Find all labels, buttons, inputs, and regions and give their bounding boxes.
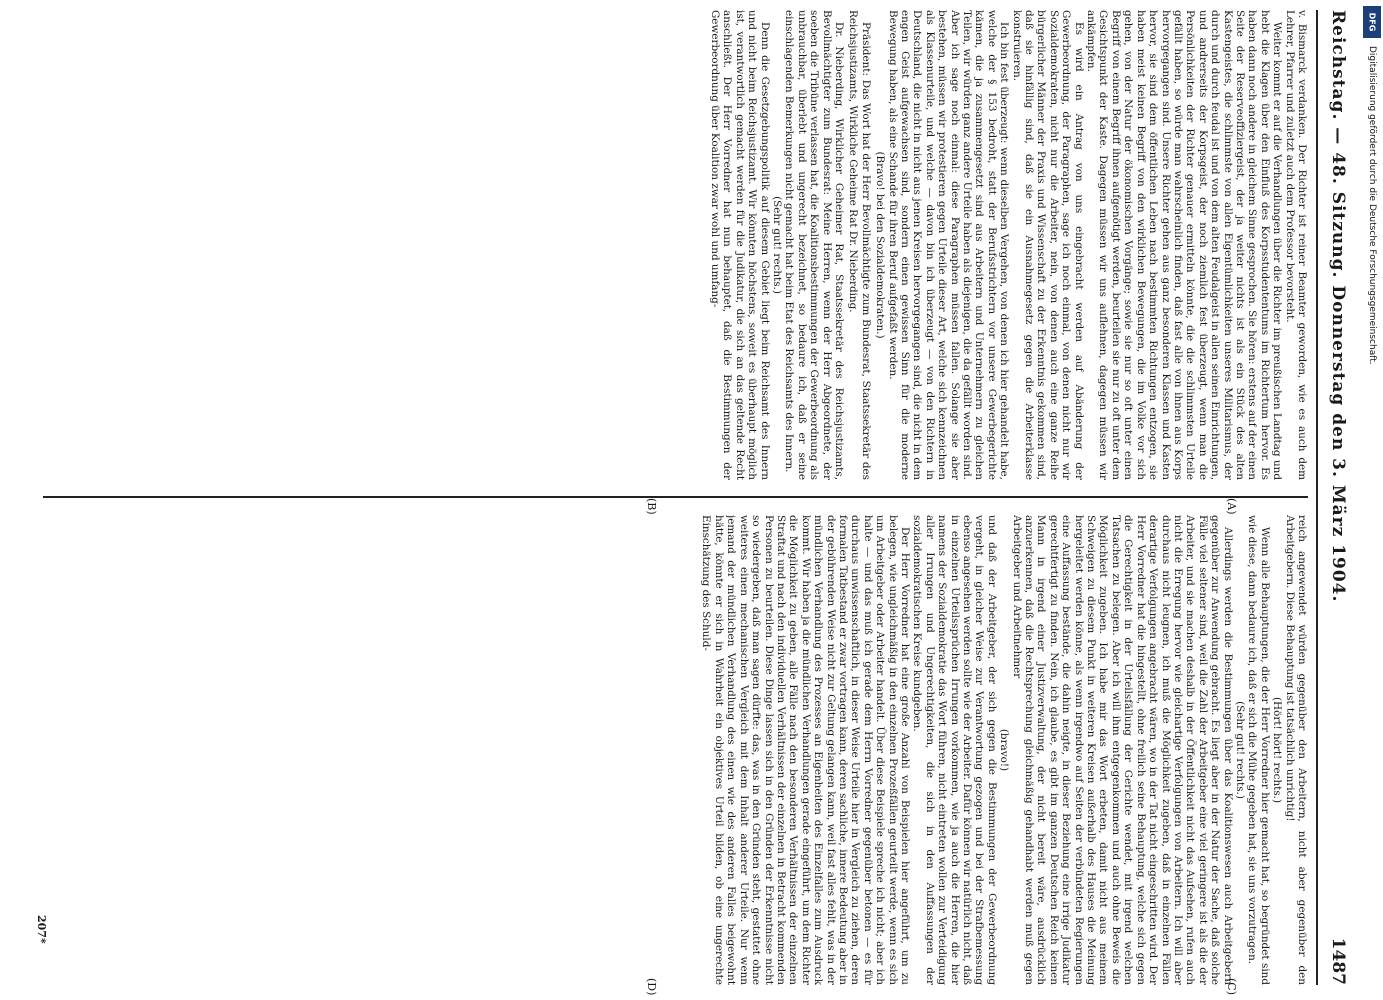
left-paragraph-3: Es wird ein Antrag von uns eingebracht werden auf Abänderung der Gewerbeordnung, der Paragraphen, sage ich noch einmal, von denen nicht nur wir Sozialdemokraten, nicht nur die Arbeiter, nein, von denen auch eine ganze Reihe bürgerlicher Männer der Praxis und Wissenschaft zu der Erkenntnis gekommen sind, daß sie hinfällig sind, daß sie ein Ausnahmegesetz gegen die Arbeiterklasse konstruieren. <box>1010 10 1085 480</box>
dfg-logo <box>1363 6 1381 38</box>
margin-mark-d: (D) <box>645 978 658 996</box>
funding-credit-text: Digitalisierung gefördert durch die Deutsche Forschungsgemeinschaft. <box>1367 46 1377 365</box>
right-paragraph-3: Wenn alle Behauptungen, die der Herr Vorredner hier gemacht hat, so begründet sind wie diese, dann bedaure ich, daß er sich die Mühe gegeben hat, sie uns vorzutragen. <box>1246 515 1271 985</box>
column-divider <box>43 496 1308 498</box>
left-interjection-bravo: (Bravo! bei den Sozialdemokraten.) <box>874 151 887 339</box>
left-paragraph-9: Denn die Gesetzgebungspolitik auf diesem Gebiet liegt beim Reichsamt des Innern und nicht beim Reichsjustizamt. Wir könnten höchstens, soweit es überhaupt möglich ist, verantwortlich gemacht werden für die Judikatur, die sich an das geltende Recht anschließt. Der Herr Vorredner hat nun behauptet, daß die Bestimmungen der Gewerbeordnung über Koalition zwar wohl und umfang- <box>708 10 771 480</box>
page-footer-number: 207* <box>35 915 48 944</box>
dfg-logo-text: DFG <box>1367 12 1377 32</box>
left-paragraph-1: v. Bismarck verdanken. Der Richter ist reiner Beamter geworden, wie es auch dem Lehrer, Pfarrer und zuletzt auch dem Professor bevorsteht. <box>1283 10 1308 480</box>
left-column <box>43 10 1308 480</box>
margin-mark-b: (B) <box>645 498 658 515</box>
right-paragraph-8: Der Herr Vorredner hat eine große Anzahl von Beispielen hier angeführt, um zu belegen, wie ungleichmäßig in den einzelnen Prozeßfällen geurteilt werde, wenn es sich um Arbeitgeber oder Arbeiter handelt. Über diese Beispiele spreche ich nicht; aber ich halte — und das muß ich gerade dem Herrn Vorredner gegenüber betonen — es für durchaus unwissenschaftlich, in dieser Weise Urteile hier in Vergleich zu ziehen, deren formalen Tatbestand er zwar vortragen kann, deren sachliche, innere Bedeutung aber in der gebührenden Weise nicht zur Geltung gelangen kann, weil fast alles fehlt, was in der mündlichen Verhandlung des Prozesses an Eigenheiten des Einzelfalles zum Ausdruck kommt. Wir haben ja die mündlichen Verhandlungen gerade eingeführt, um dem Richter die Möglichkeit zu geben, alle Fälle nach den besonderen Verhältnissen der einzelnen Straftat und nach den individuellen Verhältnissen der einzelnen in Betracht kommenden Personen zu beurteilen. Diese Dinge lassen sich in den Gründen der Erkenntnisse nicht so wiedergeben, daß man sagen dürfte: das, was in den Gründen steht, gestattet ohne weiteres einen mechanischen Vergleich mit dem Inhalt anderer Urteile. Nur wenn jemand der mündlichen Verhandlung des einen wie des anderen Falles beigewohnt hätte, könnte er sich in Wahrheit ein objektives Urteil bilden, ob eine ungerechte Einschätzung des Schuld- <box>700 515 911 985</box>
digitization-sidebar <box>1362 6 1383 996</box>
left-paragraph-2: Weiter kommt er auf die Verhandlungen über die Richter im preußischen Landtag und hebt die Klagen über den Einfluß des Korpsstudententums im Richtertum hervor. Es haben dann noch andere in gleichem Sinne gesprochen. Sie hören: erstens auf der einen Seite der Reserveoffiziergeist, der ja weiter nichts ist als ein Stück des alten Kastengeistes, die schlimmste von allen Eigentümlichkeiten unseres Militarismus, der durch und durch feudal ist und von dem alten Feudalgeist in allen seinen Einrichtungen, und andrerseits der Korpsgeist, der noch ziemlich fest überzeugt, wenn man die Persönlichkeiten der Richter genauer ermitteln könnte, die die schlimmsten Urteile gefällt haben, so würde man wahrscheinlich finden, daß fast alle von ihnen aus Korps hervorgegangen sind. Unsere Richter gehen aus ganz besonderen Klassen und Kasten hervor, sie sind dem öffentlichen Leben nach bestimmten Richtungen entzogen, sie haben meist keinen Begriff von den wirklichen Bewegungen, die im Volke vor sich gehen, von der Natur der ökonomischen Vorgänge; sowie sie nur so oft unter einen Begriff von einem Begriff ihnen aufgenötigt werden, beurteilen sie nur zu oft unter dem Gesichtspunkt der Kaste. Dagegen müssen wir uns auflehnen, dagegen müssen wir ankämpfen. <box>1085 10 1284 480</box>
right-interjection-hoert: (Hört! hört! rechts.) <box>1271 696 1284 804</box>
left-interjection-sehr-gut: (Sehr gut! rechts.) <box>770 196 783 294</box>
margin-mark-a: (A) <box>1225 498 1238 515</box>
right-paragraph-1: reich angewendet würden gegenüber den Arbeitern, nicht aber gegenüber den Arbeitgebern. Diese Behauptung ist tatsächlich unrichtig! <box>1283 515 1308 985</box>
right-paragraph-5: Allerdings werden die Bestimmungen über das Koalitionswesen auch Arbeitgebern gegenüber zur Anwendung gebracht. Es liegt aber in der Natur der Sache, daß solche Fälle viel seltener sind, weil die Zahl der Arbeitgeber eine viel geringere ist als die der Arbeiter, und sie machen deshalb in der Öffentlichkeit nicht das Aufsehen, rufen auch nicht die Erregung hervor wie gleichartige Verfolgungen von Arbeitern. Ich will aber durchaus nicht leugnen, ich muß die Möglichkeit zugeben, daß in einzelnen Fällen derartige Verfolgungen angebracht wären, wo in der Tat nicht eingeschritten wird. Der Herr Vorredner hat die hingestellt, ohne freilich seine Behauptung, welche sich gegen die Gerechtigkeit in der Urteilsfällung der Gerichte wendet, mit irgend welchen Tatsachen zu belegen. Aber ich will ihm entgegenkommen und auch ohne Beweis die Möglichkeit zugeben. Ich habe mir das Wort erbeten, damit nicht aus meinem Schweigen zu diesem Punkt in weiteren Kreisen außerhalb des Hauses die Meinung hergeleitet werden könne, als wenn irgendwo auf Seiten der verbündeten Regierungen eine Auffassung bestände, die dahin neigte, in dieser Beziehung eine irrige Judikatur gerechtfertigt zu finden. Nein, ich glaube, es gibt im ganzen Deutschen Reich keinen Mann in irgend einer Justizverwaltung, der nicht bereit wäre, ausdrücklich anzuerkennen, daß die Rechtsprechung gleichmäßig gehandhabt werden muß gegen Arbeitgeber und Arbeitnehmer <box>1010 515 1234 985</box>
nieberding-speech: Dr. Nieberding, Wirklicher Geheimer Rat, Staatssekretär des Reichsjustizamts, Bevollmächtigter zum Bundesrat: Meine Herren, wenn der Herr Abgeordnete, der soeben die Tribüne verlassen hat, die Koalitionsbestimmungen der Gewerbeordnung als unbrauchbar, überlebt und ungerecht bezeichnet, so bedaure ich, daß er seine einschlagenden Bemerkungen nicht gemacht hat beim Etat des Reichsamts des Innern. <box>783 10 845 480</box>
right-paragraph-7: und daß der Arbeitgeber, der sich gegen die Bestimmungen der Gewerbeordnung vergeht, in gleicher Weise zur Verantwortung gezogen und bei der Strafbemessung ebenso angesehen werden sollte wie der Arbeiter. Dafür können wir natürlich nicht, daß in einzelnen Urteilssprüchen Irrungen vorkommen, wie ja auch die Herren, die hier namens der Sozialdemokratie das Wort führen, nicht eintreten wollen zur Verteidigung aller Irrungen und Ungerechtigkeiten, die sich in den Auffassungen der sozialdemokratischen Kreise kundgeben. <box>911 515 998 985</box>
page-header <box>1322 10 1358 985</box>
rotated-document-page <box>33 10 1358 996</box>
running-title: Reichstag. — 48. Sitzung. Donnerstag den 3. März 1904. <box>1328 10 1348 603</box>
right-column <box>43 515 1308 985</box>
left-paragraph-4: Ich bin fest überzeugt: wenn dieselben Vergehen, von denen ich hier gehandelt habe, welche der § 153 bedroht, statt der Berufsstrichtern vor unsere Gewerbegerichte kämen, die ja zusammengesetzt sind aus Arbeitern und Unternehmern zu gleichen Teilen, wir würden ganz andere Urteile haben als diejenigen, die da gefällt worden sind. Aber ich sage noch einmal: diese Paragraphen müssen fallen. Solange sie aber bestehen, müssen wir protestieren gegen Urteile dieser Art, welche sich kennzeichnen als Klassenurteile, und welche — davon bin ich überzeugt — von den Richtern in Deutschland, die nicht in nicht aus jenen Kreisen hervorgegangen sind, die nicht in dem engen Geist aufgewachsen sind, sondern einen gewissen Sinn für die moderne Bewegung haben, als eine Schande für ihren Beruf aufgefaßt werden. <box>886 10 1011 480</box>
margin-mark-c: (C) <box>1225 978 1238 995</box>
right-interjection-sehr-gut: (Sehr gut! rechts.) <box>1233 701 1246 799</box>
right-interjection-bravo: (bravo!) <box>998 728 1011 772</box>
page-number: 1487 <box>1328 937 1348 985</box>
president-speech: Präsident: Das Wort hat der Herr Bevollmächtigte zum Bundesrat, Staatssekretär des Reichsjustizamts, Wirkliche Geheime Rat Dr. Nieberding. <box>847 10 872 480</box>
header-rule <box>1317 10 1319 985</box>
